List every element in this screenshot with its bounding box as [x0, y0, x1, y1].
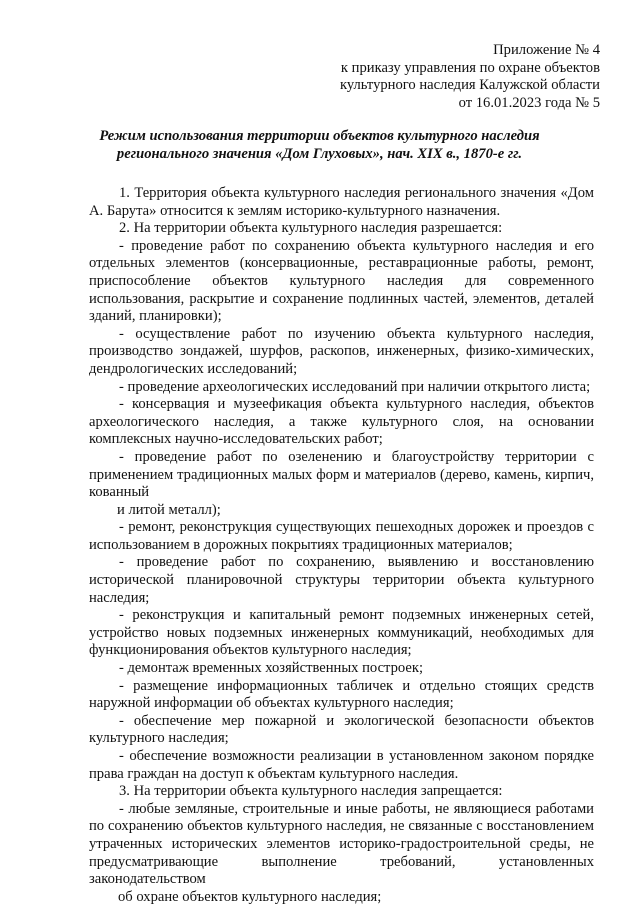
- prohibited-item-works: - любые земляные, строительные и иные работы, не являющиеся работами по сохранению объектов культурного наследия, не связанные с восстановлением утраченных исторических элементов историко-градостроительной среды, не предусматривающие выполнение требований, установленных законодательством: [89, 800, 594, 888]
- allowed-item-research: - осуществление работ по изучению объекта культурного наследия, производство зондажей, шурфов, раскопов, инженерных, физико-химических, дендрологических исследований;: [89, 325, 594, 377]
- allowed-item-demolition: - демонтаж временных хозяйственных построек;: [119, 660, 423, 677]
- paragraph-1: 1. Территория объекта культурного наследия регионального значения «Дом А. Барута» относится к землям историко-культурного назначения.: [89, 185, 594, 219]
- allowed-item-restoration: - проведение работ по сохранению объекта культурного наследия и его отдельных элементов (консервационные, реставрационные работы, ремонт, приспособление объектов культурного наследия для современного использования, раскрытие и сохранение подлинных частей, элементов, деталей зданий, планировки);: [89, 237, 594, 325]
- allowed-item-landscaping-cont: и литой металл);: [117, 501, 221, 518]
- prohibited-item-works-cont: об охране объектов культурного наследия;: [118, 888, 382, 905]
- document-title: [0, 127, 639, 163]
- appendix-date: от 16.01.2023 года № 5: [458, 94, 600, 111]
- allowed-item-planning: - проведение работ по сохранению, выявлению и восстановлению исторической планировочной структуры территории объекта культурного наследия;: [89, 554, 594, 606]
- appendix-order-ref: к приказу управления по охране объектов: [340, 59, 600, 76]
- allowed-item-landscaping: - проведение работ по озеленению и благоустройству территории с применением традиционных малых форм и материалов (дерево, камень, кирпич, кованный: [89, 448, 594, 501]
- appendix-authority: культурного наследия Калужской области: [339, 77, 600, 93]
- allowed-item-safety: - обеспечение мер пожарной и экологической безопасности объектов культурного наследия;: [89, 712, 594, 747]
- paragraph-2: 2. На территории объекта культурного наследия разрешается:: [119, 220, 503, 237]
- appendix-header: [340, 42, 600, 112]
- allowed-item-archaeology: - проведение археологических исследований при наличии открытого листа;: [119, 378, 591, 395]
- paragraph-3: 3. На территории объекта культурного наследия запрещается:: [119, 783, 503, 800]
- allowed-item-access: - обеспечение возможности реализации в установленном законом порядке права граждан на доступ к объектам культурного наследия.: [89, 748, 594, 782]
- title-line-1: Режим использования территории объектов культурного наследия: [99, 128, 540, 144]
- allowed-item-paths: - ремонт, реконструкция существующих пешеходных дорожек и проездов с использованием в дорожных покрытиях традиционных материалов;: [89, 519, 594, 553]
- allowed-item-signage: - размещение информационных табличек и отдельно стоящих средств наружной информации об объектах культурного наследия;: [89, 677, 594, 712]
- document-body: [89, 185, 594, 906]
- title-line-2: регионального значения «Дом Глуховых», нач. XIX в., 1870-е гг.: [116, 146, 523, 162]
- appendix-number: Приложение № 4: [493, 42, 600, 58]
- allowed-item-conservation: - консервация и музеефикация объекта культурного наследия, объектов археологического наследия, а также культурного слоя, на основании комплексных научно-исследовательских работ;: [89, 396, 594, 448]
- allowed-item-utilities: - реконструкция и капитальный ремонт подземных инженерных сетей, устройство новых подземных инженерных коммуникаций, необходимых для функционирования объектов культурного наследия;: [89, 607, 594, 659]
